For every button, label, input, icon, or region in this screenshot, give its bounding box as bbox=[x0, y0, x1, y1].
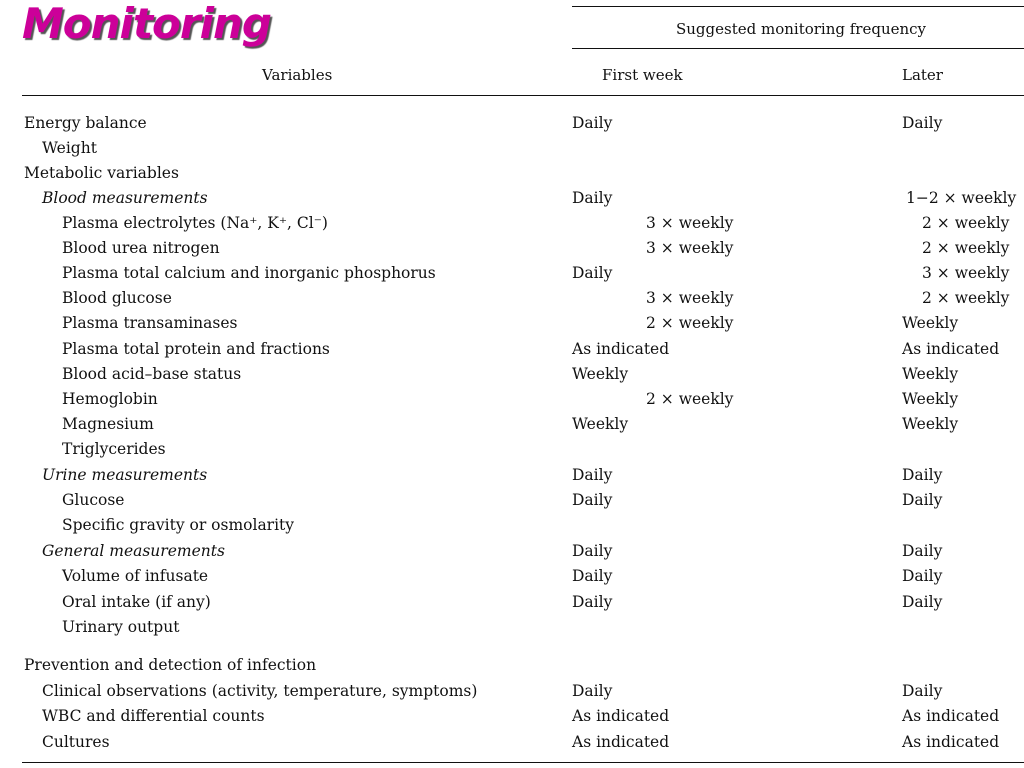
row-label: Cultures bbox=[42, 733, 110, 751]
first-week-value: As indicated bbox=[572, 733, 670, 751]
row-label: Plasma total protein and fractions bbox=[62, 340, 330, 358]
first-week-value: Daily bbox=[572, 567, 613, 585]
header-bottom-rule bbox=[22, 95, 1024, 96]
first-week-value: 3 × weekly bbox=[646, 289, 734, 307]
table-bottom-rule bbox=[22, 762, 1024, 763]
row-label: Blood glucose bbox=[62, 289, 172, 307]
row-label: Weight bbox=[42, 139, 97, 157]
row-label: Specific gravity or osmolarity bbox=[62, 516, 295, 534]
row-label: Blood acid–base status bbox=[62, 365, 242, 383]
table-row bbox=[0, 311, 1024, 336]
row-label: Hemoglobin bbox=[62, 390, 158, 408]
row-label: Plasma transaminases bbox=[62, 314, 238, 332]
later-value: Daily bbox=[902, 682, 943, 700]
row-label: Triglycerides bbox=[62, 440, 166, 458]
row-label: WBC and differential counts bbox=[42, 707, 265, 725]
row-label: Blood urea nitrogen bbox=[62, 239, 220, 257]
later-value: Weekly bbox=[902, 365, 959, 383]
column-header-first-week: First week bbox=[602, 66, 683, 84]
table-row bbox=[0, 513, 1024, 538]
later-value: Daily bbox=[902, 491, 943, 509]
first-week-value: 3 × weekly bbox=[646, 214, 734, 232]
table-row bbox=[0, 488, 1024, 513]
later-value: 3 × weekly bbox=[922, 264, 1010, 282]
later-value: 1−2 × weekly bbox=[906, 189, 1017, 207]
row-label: Prevention and detection of infection bbox=[24, 656, 317, 674]
table-row bbox=[0, 236, 1024, 261]
table-row bbox=[0, 111, 1024, 136]
table-row bbox=[0, 261, 1024, 286]
first-week-value: 2 × weekly bbox=[646, 390, 734, 408]
row-label: Clinical observations (activity, temperature, symptoms) bbox=[42, 682, 478, 700]
first-week-value: Daily bbox=[572, 264, 613, 282]
later-value: Daily bbox=[902, 567, 943, 585]
table-row bbox=[0, 730, 1024, 755]
table-row bbox=[0, 337, 1024, 362]
header-group-label: Suggested monitoring frequency bbox=[676, 20, 927, 38]
later-value: 2 × weekly bbox=[922, 289, 1010, 307]
later-value: As indicated bbox=[902, 707, 1000, 725]
first-week-value: Daily bbox=[572, 682, 613, 700]
column-header-variables: Variables bbox=[262, 66, 333, 84]
later-value: Weekly bbox=[902, 314, 959, 332]
first-week-value: Weekly bbox=[572, 415, 629, 433]
table-row bbox=[0, 564, 1024, 589]
first-week-value: Daily bbox=[572, 466, 613, 484]
row-label: Magnesium bbox=[62, 415, 154, 433]
first-week-value: As indicated bbox=[572, 340, 670, 358]
header-group-rule bbox=[572, 48, 1024, 49]
row-label: Energy balance bbox=[24, 114, 147, 132]
later-value: As indicated bbox=[902, 733, 1000, 751]
table-row bbox=[0, 412, 1024, 437]
later-value: 2 × weekly bbox=[922, 239, 1010, 257]
row-label: Blood measurements bbox=[42, 189, 208, 207]
later-value: 2 × weekly bbox=[922, 214, 1010, 232]
row-label: Oral intake (if any) bbox=[62, 593, 211, 611]
table-row bbox=[0, 136, 1024, 161]
later-value: Daily bbox=[902, 114, 943, 132]
first-week-value: 3 × weekly bbox=[646, 239, 734, 257]
first-week-value: As indicated bbox=[572, 707, 670, 725]
table-row bbox=[0, 653, 1024, 678]
table-row bbox=[0, 362, 1024, 387]
column-header-later: Later bbox=[902, 66, 943, 84]
later-value: Weekly bbox=[902, 390, 959, 408]
table-row bbox=[0, 286, 1024, 311]
row-label: Glucose bbox=[62, 491, 125, 509]
table-row bbox=[0, 211, 1024, 236]
row-label: General measurements bbox=[42, 542, 225, 560]
first-week-value: Daily bbox=[572, 114, 613, 132]
row-label: Plasma electrolytes (Na⁺, K⁺, Cl⁻) bbox=[62, 214, 328, 232]
page-title: Monitoring bbox=[22, 0, 271, 48]
first-week-value: 2 × weekly bbox=[646, 314, 734, 332]
table-row bbox=[0, 704, 1024, 729]
row-label: Urine measurements bbox=[42, 466, 208, 484]
table-row bbox=[0, 161, 1024, 186]
row-label: Urinary output bbox=[62, 618, 180, 636]
first-week-value: Daily bbox=[572, 491, 613, 509]
first-week-value: Daily bbox=[572, 542, 613, 560]
later-value: As indicated bbox=[902, 340, 1000, 358]
row-label: Plasma total calcium and inorganic phosphorus bbox=[62, 264, 436, 282]
table-row bbox=[0, 463, 1024, 488]
table-row bbox=[0, 679, 1024, 704]
table-row bbox=[0, 539, 1024, 564]
table-row bbox=[0, 186, 1024, 211]
later-value: Daily bbox=[902, 593, 943, 611]
later-value: Daily bbox=[902, 542, 943, 560]
first-week-value: Daily bbox=[572, 593, 613, 611]
table-row bbox=[0, 590, 1024, 615]
table-row bbox=[0, 387, 1024, 412]
header-top-rule bbox=[572, 6, 1024, 7]
table-row bbox=[0, 615, 1024, 640]
later-value: Weekly bbox=[902, 415, 959, 433]
table-row bbox=[0, 437, 1024, 462]
row-label: Metabolic variables bbox=[24, 164, 179, 182]
later-value: Daily bbox=[902, 466, 943, 484]
first-week-value: Weekly bbox=[572, 365, 629, 383]
row-label: Volume of infusate bbox=[62, 567, 209, 585]
first-week-value: Daily bbox=[572, 189, 613, 207]
